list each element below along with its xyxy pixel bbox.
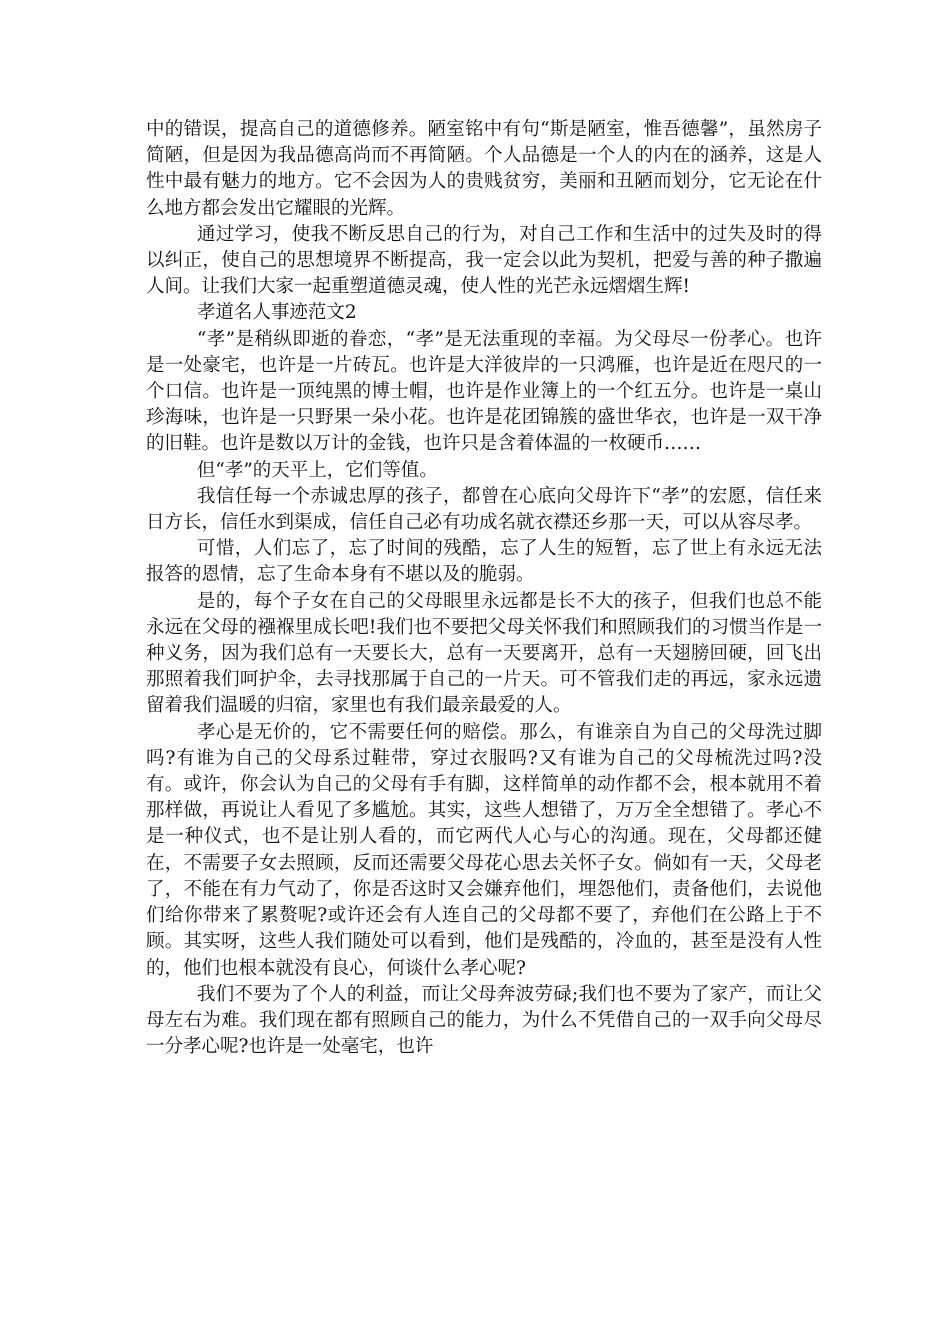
section-heading: 孝道名人事迹范文2 [196, 302, 357, 324]
paragraph: 孝心是无价的，它不需要任何的赔偿。那么，有谁亲自为自己的父母洗过脚吗?有谁为自己的父母系过鞋带，穿过衣服吗?又有谁为自己的父母梳洗过吗?没有。或许，你会认为自己的父母有手有脚，这样简单的动作都不会，根本就用不着那样做，再说让人看见了多尴尬。其实，这些人想错了，万万全全想错了。孝心不是一种仪式，也不是让别人看的，而它两代人心与心的沟通。现在，父母都还健在，不需要子女去照顾，反而还需要父母花心思去关怀子女。倘如有一天，父母老了，不能在有力气动了，你是否这时又会嫌弃他们，埋怨他们，责备他们，去说他们给你带来了累赘呢?或许还会有人连自己的父母都不要了，弃他们在公路上于不顾。其实呀，这些人我们随处可以看到，他们是残酷的，冷血的，甚至是没有人性的，他们也根本就没有良心，何谈什么孝心呢? [146, 721, 822, 979]
paragraph: 通过学习，使我不断反思自己的行为，对自己工作和生活中的过失及时的得以纠正，使自己的思想境界不断提高，我一定会以此为契机，把爱与善的种子撒遍人间。让我们大家一起重塑道德灵魂，使人性的光芒永远熠熠生辉! [146, 223, 822, 298]
paragraph: 我们不要为了个人的利益，而让父母奔波劳碌;我们也不要为了家产，而让父母左右为难。我们现在都有照顾自己的能力，为什么不凭借自己的一双手向父母尽一分孝心呢?也许是一处毫宅，也许 [146, 983, 822, 1058]
paragraph: 可惜，人们忘了，忘了时间的残酷，忘了人生的短暂，忘了世上有永远无法报答的恩情，忘了生命本身有不堪以及的脆弱。 [146, 538, 822, 586]
paragraph: 我信任每一个赤诚忠厚的孩子，都曾在心底向父母许下“孝”的宏愿，信任来日方长，信任水到渠成，信任自己必有功成名就衣襟还乡那一天，可以从容尽孝。 [146, 485, 822, 534]
paragraph: “孝”是稍纵即逝的眷恋，“孝”是无法重现的幸福。为父母尽一份孝心。也许是一处豪宅，也许是一片砖瓦。也许是大洋彼岸的一只鸿雁，也许是近在咫尺的一个口信。也许是一顶纯黑的博士帽，也许是作业簿上的一个红五分。也许是一桌山珍海味，也许是一只野果一朵小花。也许是花团锦簇的盛世华衣，也许是一双干净的旧鞋。也许是数以万计的金钱，也许只是含着体温的一枚硬币…… [146, 328, 822, 455]
document-body [146, 117, 822, 1060]
paragraph: 是的，每个子女在自己的父母眼里永远都是长不大的孩子，但我们也总不能永远在父母的襁褓里成长吧!我们也不要把父母关怀我们和照顾我们的习惯当作是一种义务，因为我们总有一天要长大，总有一天要离开，总有一天翅膀回硬，回飞出那照着我们呵护伞，去寻找那属于自己的一片天。可不管我们走的再远，家永远遗留着我们温暖的归宿，家里也有我们最亲最爱的人。 [146, 590, 822, 717]
paragraph: 但“孝”的天平上，它们等值。 [196, 459, 438, 481]
paragraph: 中的错误，提高自己的道德修养。陋室铭中有句“斯是陋室，惟吾德馨”，虽然房子简陋，但是因为我品德高尚而不再简陋。个人品德是一个人的内在的涵养，这是人性中最有魅力的地方。它不会因为人的贵贱贫穷，美丽和丑陋而划分，它无论在什么地方都会发出它耀眼的光辉。 [146, 119, 822, 219]
